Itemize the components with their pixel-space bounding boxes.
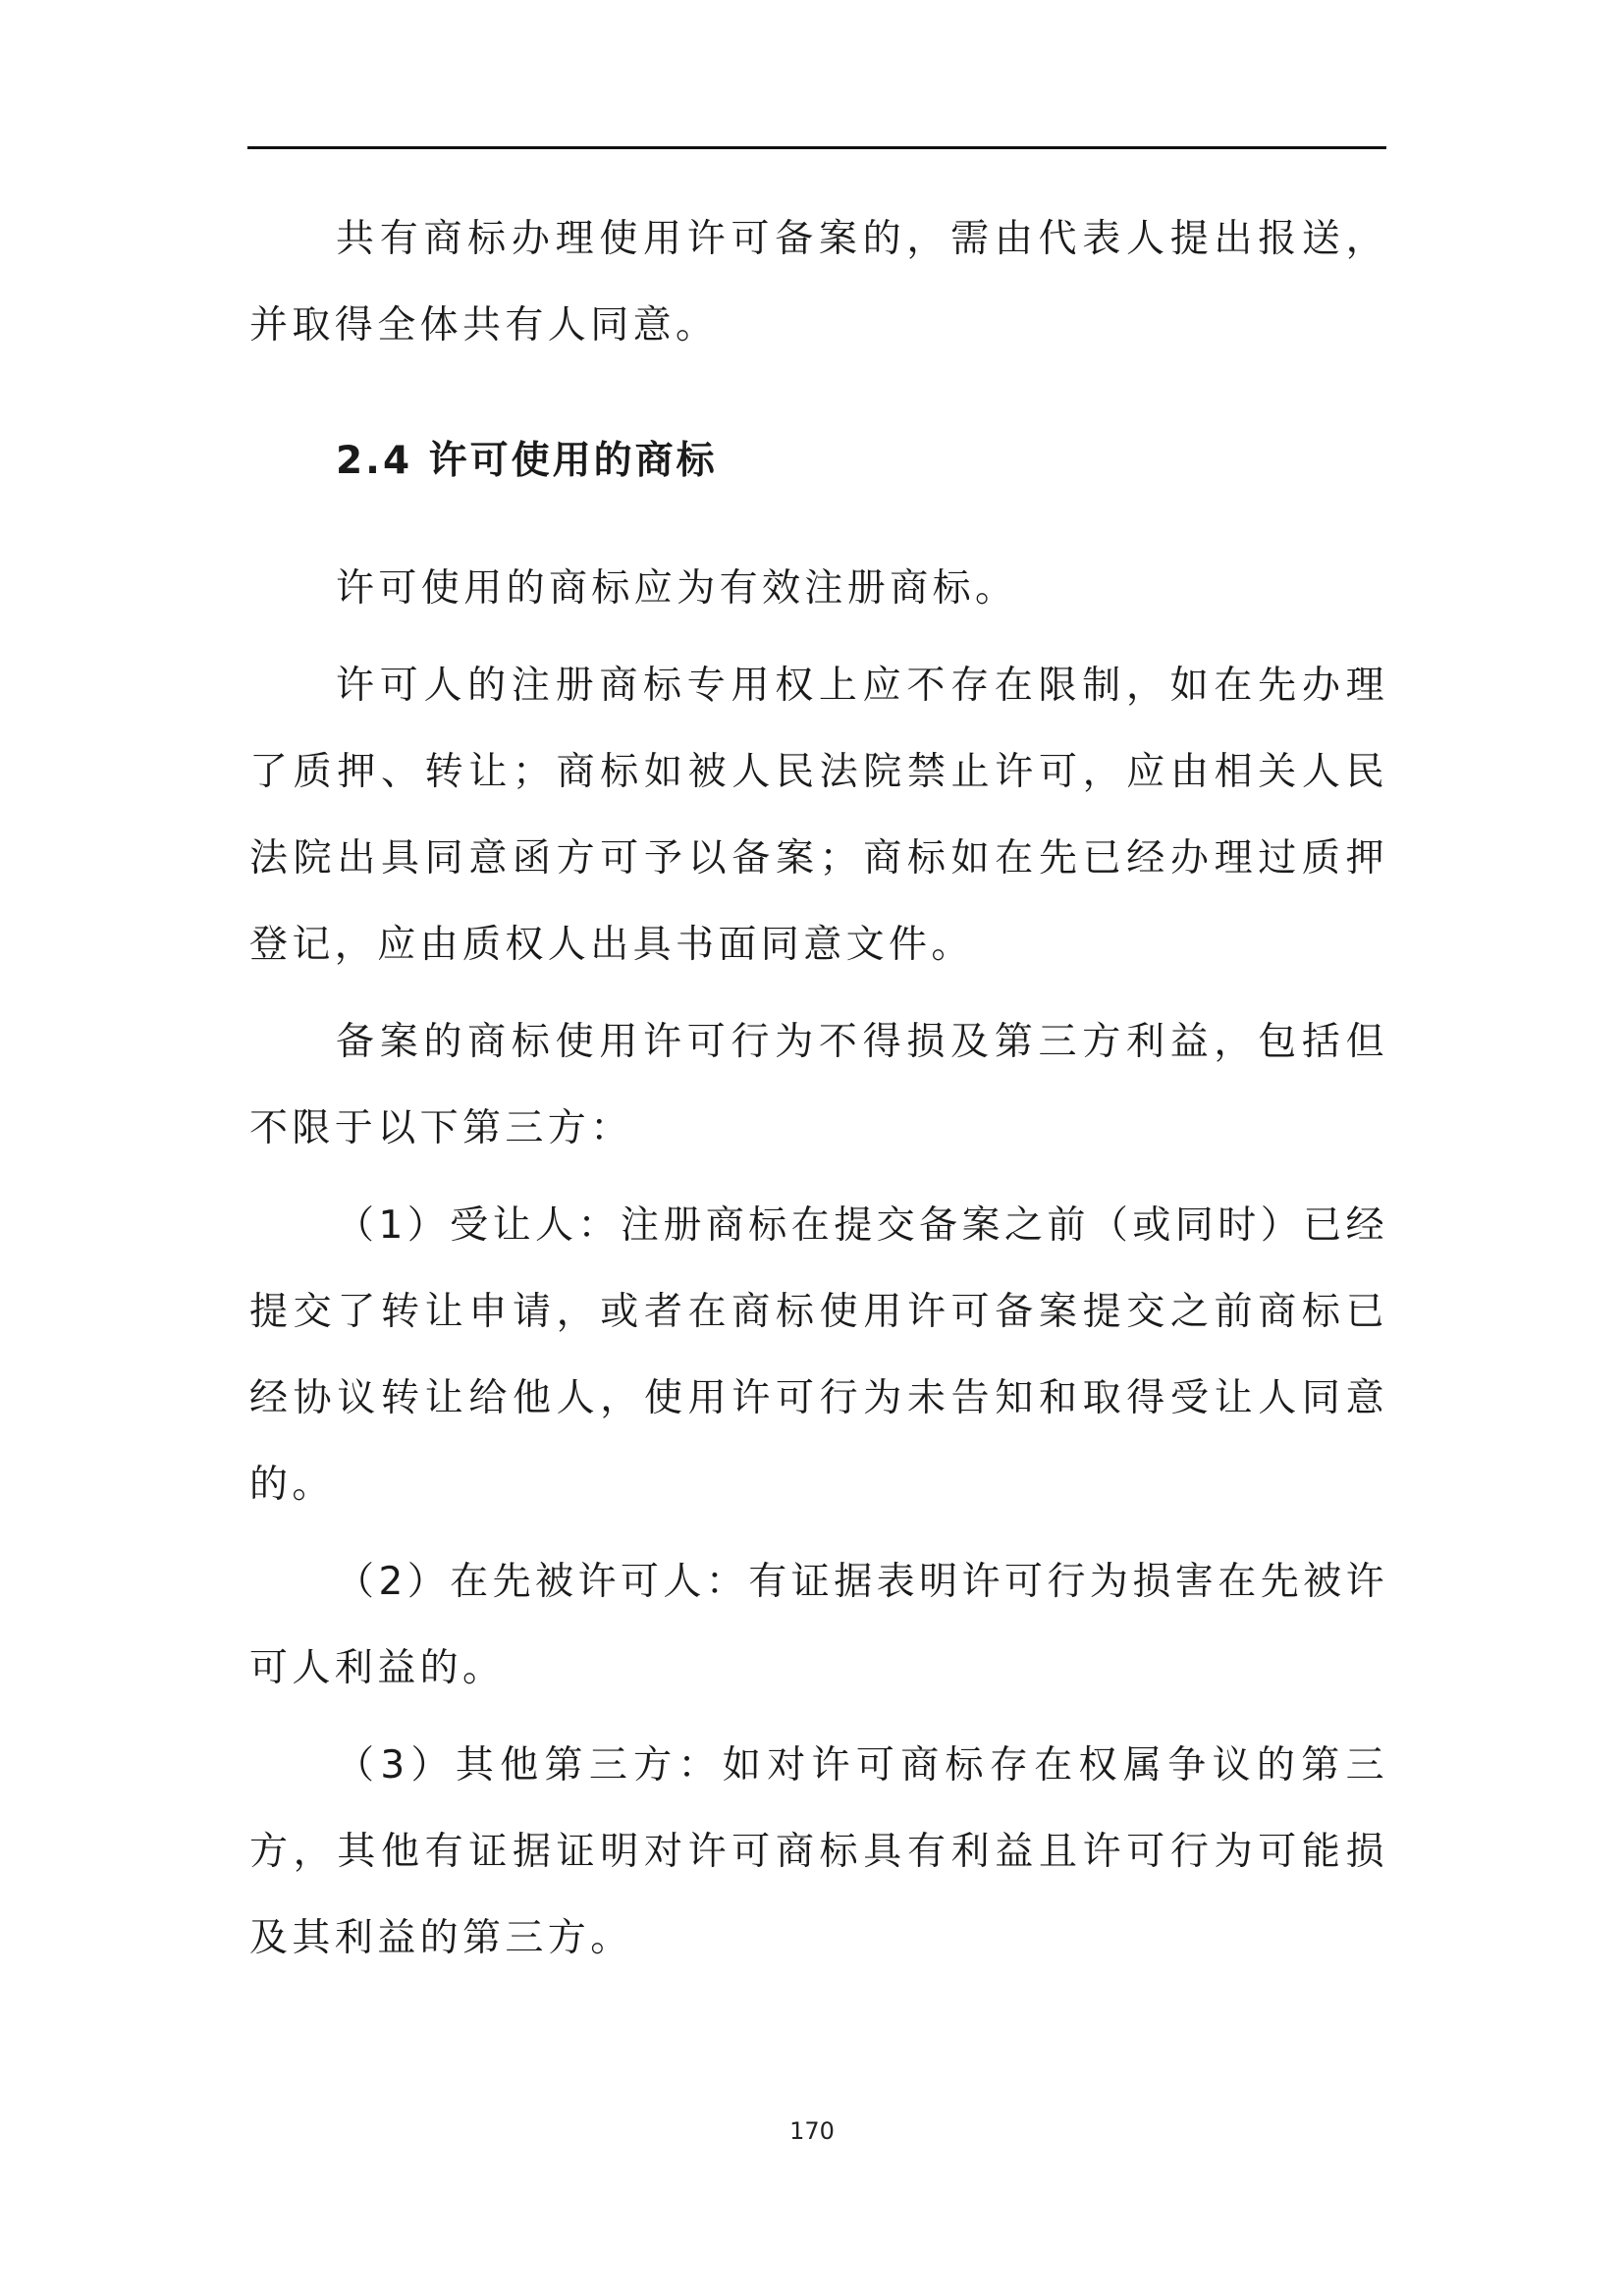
paragraph-restrictions: 许可人的注册商标专用权上应不存在限制，如在先办理了质押、转让；商标如被人民法院禁止许可，应由相关人民法院出具同意函方可予以备案；商标如在先已经办理过质押登记，应由质权人出具书面同意文件。 (249, 664, 1388, 967)
list-item-assignee: （1）受让人：注册商标在提交备案之前（或同时）已经提交了转让申请，或者在商标使用许可备案提交之前商标已经协议转让给他人，使用许可行为未告知和取得受让人同意的。 (249, 1203, 1388, 1507)
page-number: 170 (789, 2117, 835, 2145)
paragraph-intro: 共有商标办理使用许可备案的，需由代表人提出报送，并取得全体共有人同意。 (249, 217, 1388, 347)
header-rule (247, 146, 1386, 149)
paragraph-third-party: 备案的商标使用许可行为不得损及第三方利益，包括但不限于以下第三方： (249, 1020, 1388, 1150)
list-item-prior-licensee: （2）在先被许可人：有证据表明许可行为损害在先被许可人利益的。 (249, 1560, 1388, 1690)
paragraph-valid-trademark: 许可使用的商标应为有效注册商标。 (336, 566, 1018, 611)
list-item-other-third-party: （3）其他第三方：如对许可商标存在权属争议的第三方，其他有证据证明对许可商标具有利益且许可行为可能损及其利益的第三方。 (249, 1743, 1388, 1960)
section-heading: 2.4 许可使用的商标 (336, 439, 718, 483)
page-content (249, 196, 1388, 1982)
